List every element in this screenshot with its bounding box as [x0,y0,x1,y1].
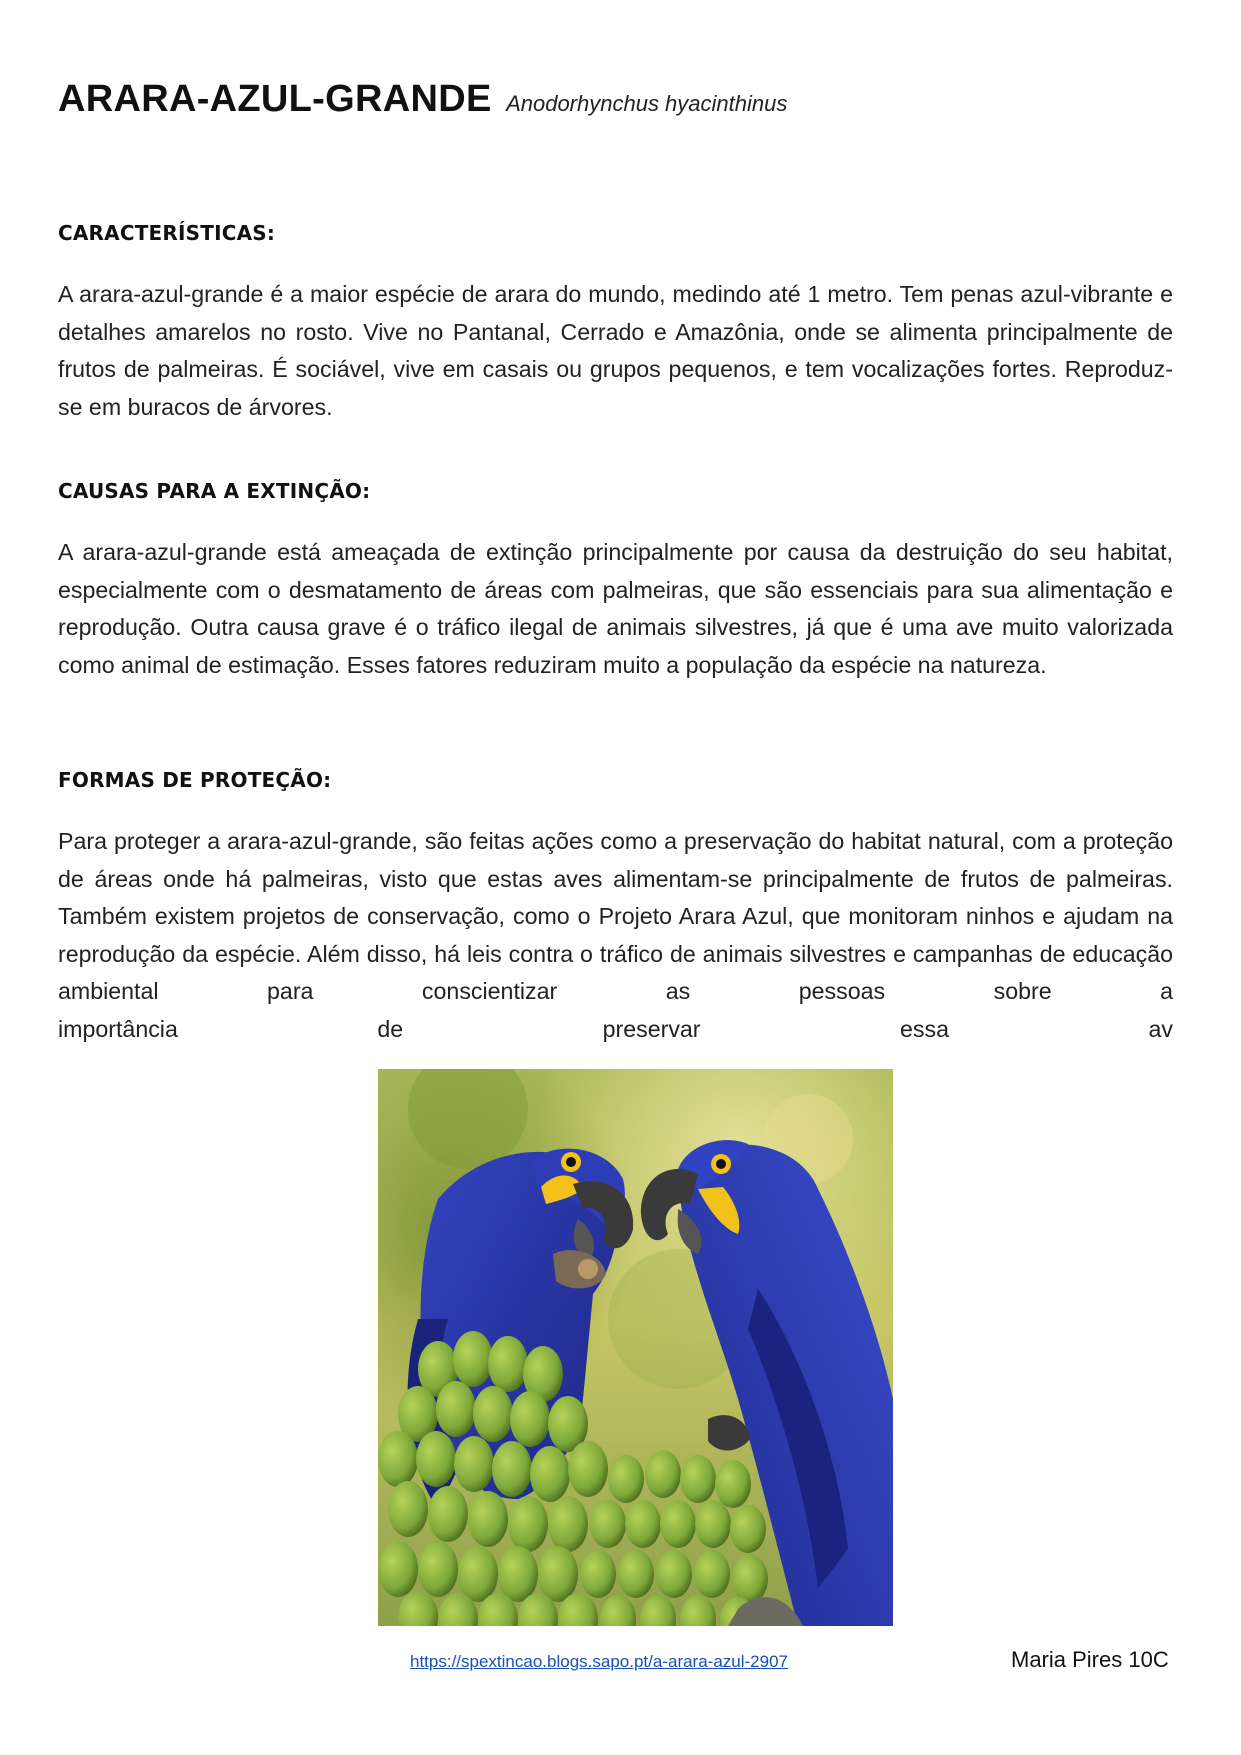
source-link[interactable]: https://spextincao.blogs.sapo.pt/a-arara-azul-2907 [410,1652,789,1671]
word: essa [900,1016,949,1042]
heading-caracteristicas: CARACTERÍSTICAS: [58,221,276,245]
word: preservar [602,1016,701,1042]
author-label: Maria Pires 10C [1011,1647,1169,1672]
paragraph-last-line [58,1011,1173,1049]
macaw-photo [378,1069,893,1626]
page-title: ARARA-AZUL-GRANDE [58,78,492,120]
paragraph-caracteristicas: A arara-azul-grande é a maior espécie de arara do mundo, medindo até 1 metro. Tem penas azul-vibrante e detalhes amarelos no rosto. Vive no Pantanal, Cerrado e Amazônia, onde se alimenta principalmente de frutos de palmeiras. É sociável, vive em casais ou grupos pequenos, e tem vocalizações fortes. Reproduz-se em buracos de árvores. [58,281,1173,420]
paragraph-formas-protecao: Para proteger a arara-azul-grande, são feitas ações como a preservação do habitat natural, com a proteção de áreas onde há palmeiras, visto que estas aves alimentam-se principalmente de frutos de palmeiras. Também existem projetos de conservação, como o Projeto Arara Azul, que monitoram ninhos e ajudam na reprodução da espécie. Além disso, há leis contra o tráfico de animais silvestres e campanhas de educação ambiental para conscientizar as pessoas sobre a [58,828,1173,1004]
title-row [58,78,787,121]
heading-formas-protecao: FORMAS DE PROTEÇÃO: [58,768,332,792]
word: de [377,1016,404,1042]
heading-causas-extincao: CAUSAS PARA A EXTINÇÃO: [58,479,371,503]
paragraph-causas-extincao: A arara-azul-grande está ameaçada de extinção principalmente por causa da destruição do seu habitat, especialmente com o desmatamento de áreas com palmeiras, que são essenciais para sua alimentação e reprodução. Outra causa grave é o tráfico ilegal de animais silvestres, já que é uma ave muito valorizada como animal de estimação. Esses fatores reduziram muito a população da espécie na natureza. [58,539,1173,678]
scientific-name: Anodorhynchus hyacinthinus [506,91,788,116]
word: importância [58,1016,178,1042]
word: av [1148,1016,1173,1042]
